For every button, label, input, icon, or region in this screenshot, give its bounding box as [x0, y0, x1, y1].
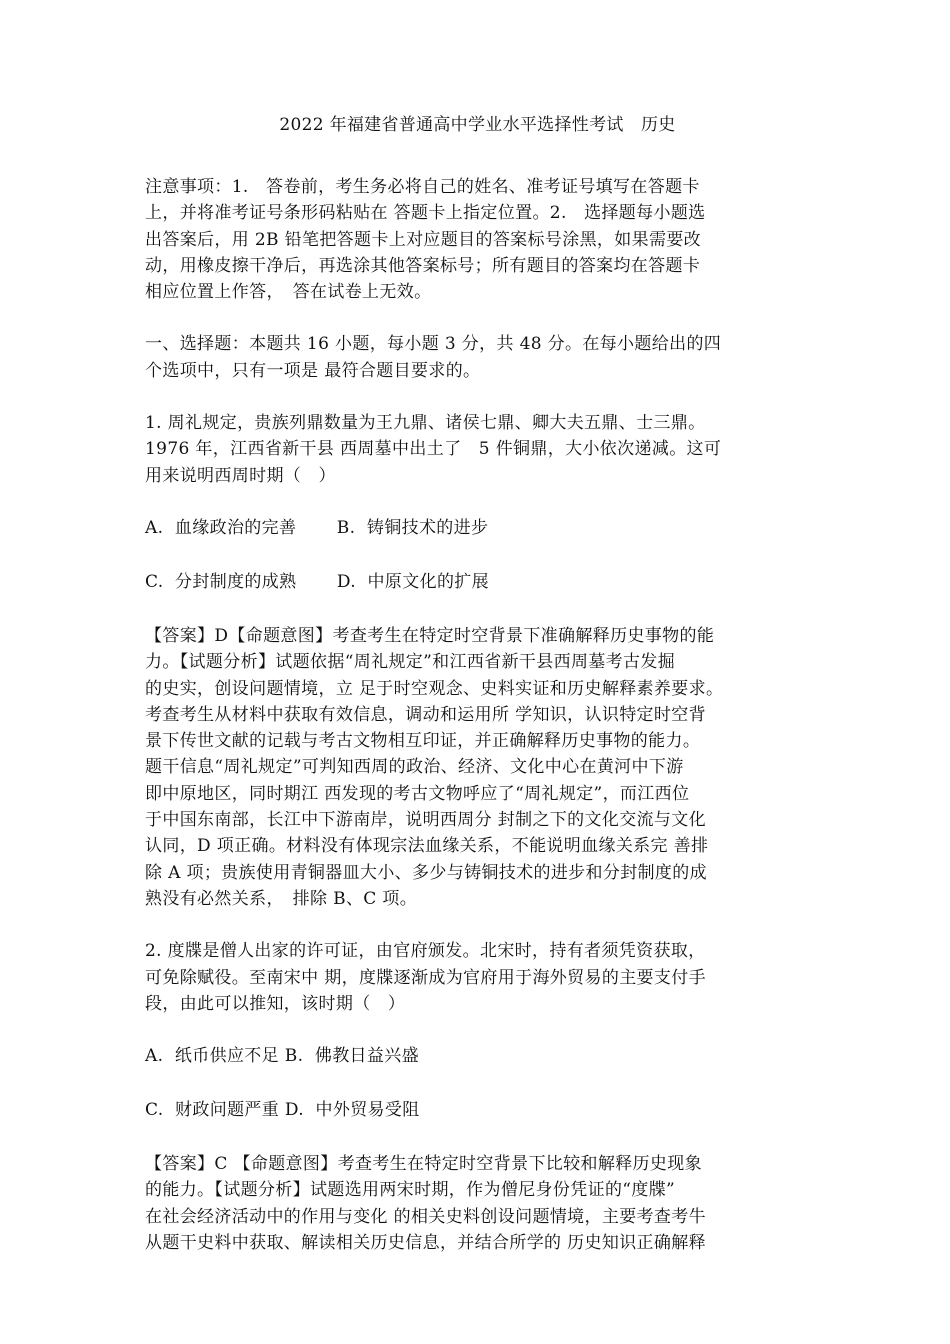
q1-answer-line: 于中国东南部，长江中下游南岸，说明西周分 封制之下的文化交流与文化: [145, 810, 706, 831]
notice-line: 相应位置上作答， 答在试卷上无效。: [145, 282, 432, 303]
q2-answer-line: 从题干史料中获取、解读相关历史信息，并结合所学的 历史知识正确解释: [145, 1233, 706, 1254]
q1-answer-line: 的史实，创设问题情境，立 足于时空观念、史料实证和历史解释素养要求。: [145, 678, 724, 699]
q2-options-ab: A. 纸币供应不足 B. 佛教日益兴盛: [145, 1046, 419, 1067]
q1-options-ab: A. 血缘政治的完善 B. 铸铜技术的进步: [145, 517, 489, 538]
notice-line: 注意事项：1. 答卷前，考生务必将自己的姓名、准考证号填写在答题卡: [145, 177, 700, 197]
section-line: 个选项中，只有一项是 最符合题目要求的。: [145, 360, 481, 381]
q2-stem-line: 段，由此可以推知，该时期（ ）: [145, 993, 406, 1014]
document-page: [145, 112, 810, 1282]
q1-stem-line: 用来说明西周时期（ ）: [145, 465, 336, 486]
question-2-stem: [145, 938, 810, 1017]
q2-options-cd: C. 财政问题严重 D. 中外贸易受阻: [145, 1100, 420, 1121]
q2-stem-line: 可免除赋役。至南宋中 期，度牒逐渐成为官府用于海外贸易的主要支付手: [145, 967, 706, 988]
section-line: 一、选择题：本题共 16 小题，每小题 3 分，共 48 分。在每小题给出的四: [145, 334, 722, 355]
q1-answer-line: 【答案】D【命题意图】考查考生在特定时空背景下准确解释历史事物的能: [145, 625, 715, 646]
notice-line: 动，用橡皮擦干净后，再选涂其他答案标号；所有题目的答案均在答题卡: [145, 255, 701, 276]
q1-answer-line: 考查考生从材料中获取有效信息，调动和运用所 学知识，认识特定时空背: [145, 704, 706, 725]
q2-answer-line: 在社会经济活动中的作用与变化 的相关史料创设问题情境，主要考查考牛: [145, 1206, 706, 1227]
section-heading: [145, 331, 810, 384]
q1-answer-line: 认同，D 项正确。材料没有体现宗法血缘关系，不能说明血缘关系完 善排: [145, 836, 709, 857]
question-2-answer: [145, 1151, 810, 1256]
document-title: 2022 年福建省普通高中学业水平选择性考试 历史: [279, 115, 676, 135]
q1-answer-line: 题干信息“周礼规定”可判知西周的政治、经济、文化中心在黄河中下游: [145, 757, 684, 778]
question-1-stem: [145, 410, 810, 489]
q1-answer-line: 即中原地区，同时期江 西发现的考古文物呼应了“周礼规定”，而江西位: [145, 783, 690, 804]
q2-answer-line: 的能力。【试题分析】试题选用两宋时期，作为僧尼身份凭证的“度牒”: [145, 1180, 676, 1201]
q1-stem-line: 1. 周礼规定，贵族列鼎数量为王九鼎、诸侯七鼎、卿大夫五鼎、士三鼎。: [145, 413, 706, 434]
question-1-answer: [145, 623, 810, 912]
notice-paragraph: [145, 174, 810, 305]
q2-answer-line: 【答案】C 【命题意图】考查考生在特定时空背景下比较和解释历史现象: [145, 1154, 702, 1175]
q1-answer-line: 除 A 项；贵族使用青铜器皿大小、多少与铸铜技术的进步和分封制度的成: [145, 862, 707, 883]
q2-stem-line: 2. 度牒是僧人出家的许可证，由官府颁发。北宋时，持有者须凭资获取，: [145, 941, 706, 962]
q1-answer-line: 景下传世文献的记载与考古文物相互印证，并正确解释历史事物的能力。: [145, 731, 701, 752]
q1-options-cd: C. 分封制度的成熟 D. 中原文化的扩展: [145, 571, 490, 592]
q1-answer-line: 熟没有必然关系， 排除 B、C 项。: [145, 888, 418, 909]
q1-stem-line: 1976 年，江西省新干县 西周墓中出土了 5 件铜鼎，大小依次递减。这可: [145, 439, 722, 460]
q1-answer-line: 力。【试题分析】试题依据“周礼规定”和江西省新干县西周墓考古发掘: [145, 652, 676, 673]
notice-line: 上，并将准考证号条形码粘贴在 答题卡上指定位置。2. 选择题每小题选: [145, 203, 706, 224]
notice-line: 出答案后，用 2B 铅笔把答题卡上对应题目的答案标号涂黑，如果需要改: [145, 229, 702, 250]
